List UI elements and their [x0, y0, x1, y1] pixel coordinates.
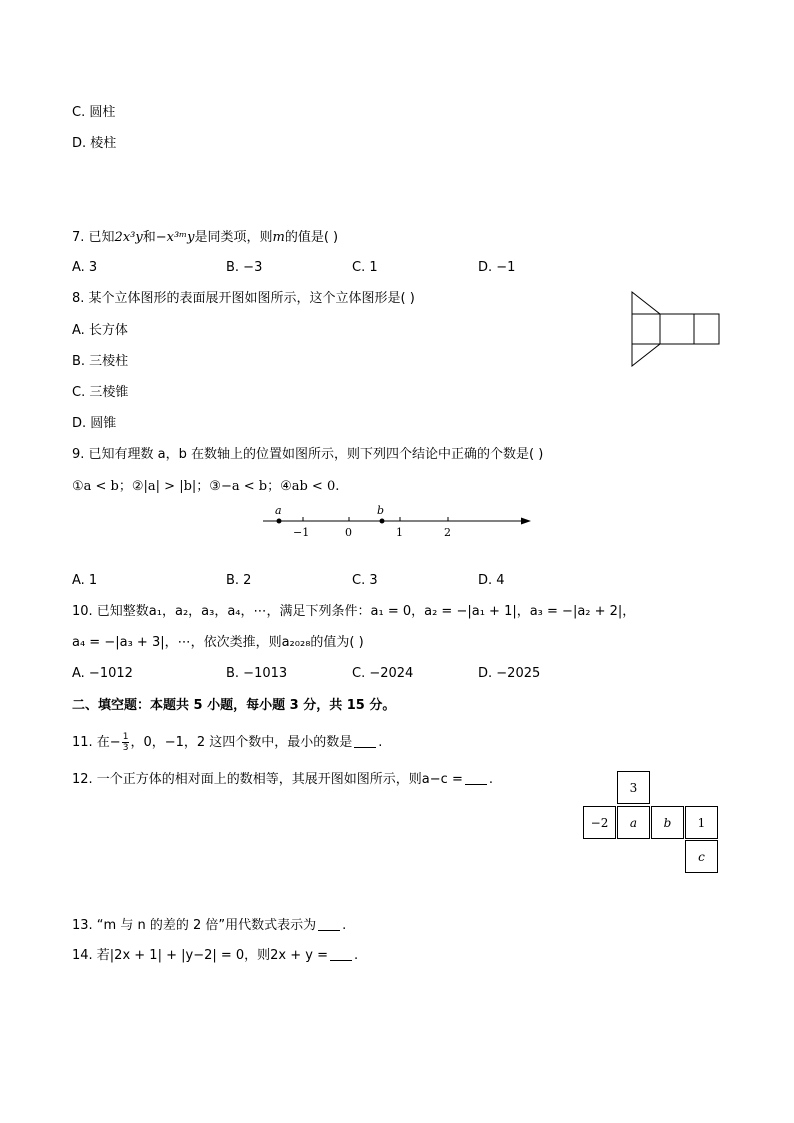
q12-answer-blank[interactable]: [465, 772, 487, 785]
q7-stem-d: 的值是( ): [284, 230, 339, 245]
q9-ticklabel-1: 1: [396, 526, 403, 539]
q6-option-d: D. 棱柱: [72, 136, 117, 151]
q14-end: .: [354, 948, 359, 963]
q12-net-top: 3: [617, 771, 650, 804]
q8-option-d: D. 圆锥: [72, 416, 117, 431]
q7-option-c: C. 1: [352, 260, 378, 275]
q7-stem: [72, 229, 338, 247]
q10-option-a: A. −1012: [72, 666, 133, 681]
q8-net-square-1: [632, 314, 660, 344]
q9-option-c: C. 3: [352, 573, 378, 588]
q8-stem: 8. 某个立体图形的表面展开图如图所示，这个立体图形是( ): [72, 291, 415, 306]
q12-net-cell-a: a: [617, 806, 650, 839]
q12-stem-text: 12. 一个正方体的相对面上的数相等，其展开图如图所示，则a−c =: [72, 772, 463, 787]
q12-net-cell-b: b: [651, 806, 684, 839]
q11-answer-blank[interactable]: [354, 735, 376, 748]
q9-option-a: A. 1: [72, 573, 98, 588]
q10-stem-line1: 10. 已知整数a₁，a₂，a₃，a₄，⋯，满足下列条件：a₁ = 0，a₂ = −|a₁ + 1|，a₃ = −|a₂ + 2|，: [72, 604, 636, 619]
q11-suffix: ，0，−1，2 这四个数中，最小的数是: [130, 735, 353, 750]
q12-net-cell-1: −2: [583, 806, 616, 839]
q14-answer-blank[interactable]: [330, 948, 352, 961]
q10-option-b: B. −1013: [226, 666, 288, 681]
q10-option-c: C. −2024: [352, 666, 414, 681]
q9-option-d: D. 4: [478, 573, 505, 588]
q11-end: .: [378, 735, 383, 750]
q8-net-figure: [630, 290, 722, 368]
q9-ticklabel-0: 0: [345, 526, 352, 539]
q12-end: .: [488, 772, 493, 787]
q9-number-line: [255, 500, 540, 542]
q8-net-square-3: [694, 314, 719, 344]
q13-stem-text: 13. “m 与 n 的差的 2 倍”用代数式表示为: [72, 918, 317, 933]
q14-stem-text: 14. 若|2x + 1| + |y−2| = 0，则2x + y =: [72, 948, 329, 963]
q14-stem: [72, 947, 358, 965]
q11-fraction: [122, 732, 130, 753]
q7-option-a: A. 3: [72, 260, 98, 275]
q11-frac-num: 1: [122, 732, 129, 742]
q7-expr1: 2x³y: [114, 230, 143, 245]
q9-stem: 9. 已知有理数 a，b 在数轴上的位置如图所示，则下列四个结论中正确的个数是( ): [72, 447, 544, 462]
q7-stem-c: 是同类项，则: [194, 230, 273, 245]
q9-label-b: b: [377, 504, 385, 517]
q9-axis-arrow: [521, 518, 531, 525]
q9-option-b: B. 2: [226, 573, 252, 588]
q12-net-bottom: c: [685, 840, 718, 873]
q12-net-cell-4: 1: [685, 806, 718, 839]
q9-ticklabel-2: 2: [444, 526, 451, 539]
q13-answer-blank[interactable]: [318, 918, 340, 931]
q11-stem: [72, 732, 382, 753]
q9-ticklabel-neg1: −1: [293, 526, 310, 539]
q8-option-c: C. 三棱锥: [72, 385, 129, 400]
section2-heading: 二、填空题：本题共 5 小题，每小题 3 分，共 15 分。: [72, 698, 396, 713]
q6-option-c: C. 圆柱: [72, 105, 116, 120]
q12-stem: [72, 771, 493, 789]
q7-stem-a: 7. 已知: [72, 230, 115, 245]
q9-label-a: a: [275, 504, 282, 517]
q10-option-d: D. −2025: [478, 666, 541, 681]
q9-conditions: ①a < b；②|a| > |b|；③−a < b；④ab < 0.: [72, 479, 340, 494]
q11-prefix: 11. 在−: [72, 735, 121, 750]
q8-option-a: A. 长方体: [72, 323, 128, 338]
q7-expr2: −x³ᵐy: [155, 230, 195, 245]
q8-net-square-2: [660, 314, 694, 344]
q11-frac-den: 3: [122, 743, 129, 753]
q10-stem-line2: a₄ = −|a₃ + 3|，⋯，依次类推，则a₂₀₂₈的值为( ): [72, 635, 364, 650]
q7-option-d: D. −1: [478, 260, 516, 275]
q13-end: .: [342, 918, 347, 933]
q8-option-b: B. 三棱柱: [72, 354, 129, 369]
q13-stem: [72, 917, 346, 935]
q7-var: m: [272, 230, 285, 245]
q7-stem-b: 和: [142, 230, 156, 245]
q8-net-triangle: [632, 292, 660, 366]
q9-point-a: [277, 519, 282, 524]
q9-point-b: [380, 519, 385, 524]
q7-option-b: B. −3: [226, 260, 263, 275]
